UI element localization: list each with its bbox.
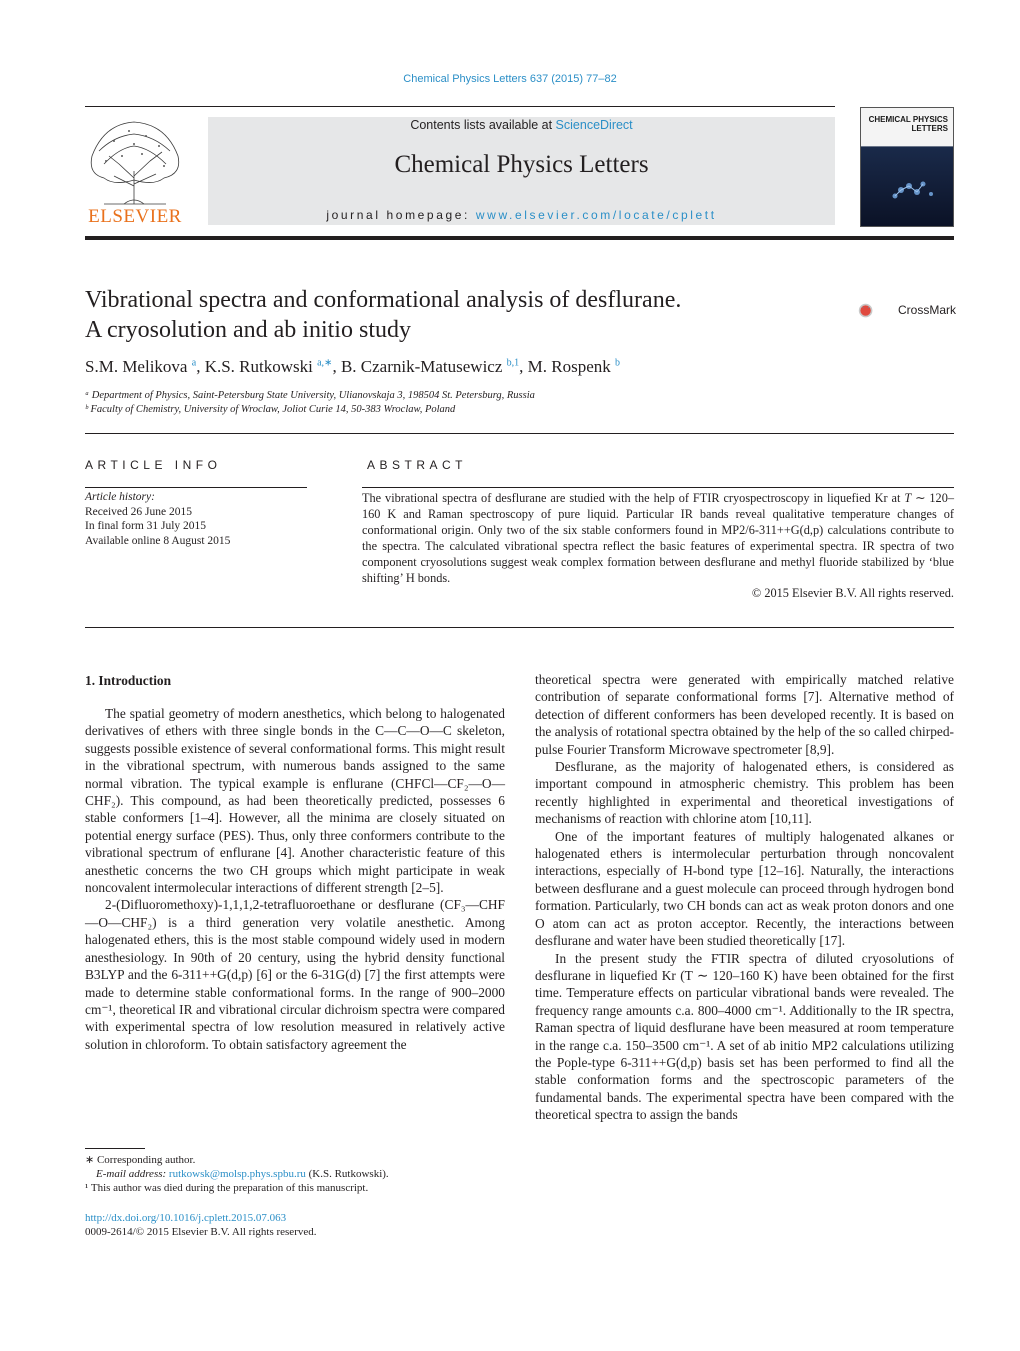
section-heading-introduction: 1. Introduction xyxy=(85,673,172,688)
paragraph: One of the important features of multiply halogenated alkanes or halogenated ethers is intermolecular perturbation through noncovalent interactions, especially of H-bond type [12–16]. Naturally, the interactions between desflurane and a guest molecule can proceed through hydrogen bond formation. Particularly, two CH bonds can act as weak proton donors and one O atom can act as proton acceptor. Recently, the interactions between desflurane and water have been studied theoretically [17]. xyxy=(535,828,954,949)
history-online: Available online 8 August 2015 xyxy=(85,534,231,547)
author-name: S.M. Melikova xyxy=(85,357,188,376)
journal-reference-link[interactable]: Chemical Physics Letters 637 (2015) 77–82 xyxy=(403,73,617,85)
homepage-prefix: journal homepage: xyxy=(326,208,476,222)
abstract-part-1: The vibrational spectra of desflurane are studied with the help of FTIR cryospectroscopy in liquefied Kr at xyxy=(362,491,905,505)
email-suffix: (K.S. Rutkowski). xyxy=(305,1168,389,1180)
abstract-text xyxy=(362,490,954,586)
author-sup[interactable]: b,1 xyxy=(506,357,520,369)
homepage-link[interactable]: www.elsevier.com/locate/cplett xyxy=(475,208,717,222)
title-line-2: A cryosolution and ab initio study xyxy=(85,317,411,343)
issn-copyright: 0009-2614/© 2015 Elsevier B.V. All rights reserved. xyxy=(85,1226,317,1238)
email-link[interactable]: rutkowsk@molsp.phys.spbu.ru xyxy=(168,1168,306,1180)
paragraph: In the present study the FTIR spectra of diluted cryosolutions of desflurane in liquefied Kr (T ∼ 120–160 K) have been obtained for the first time. Temperature effects on particular vibrational bands were revealed. The frequency range amounts c.a. 800–4000 cm⁻¹. Additionally to the IR spectra, Raman spectra of liquid desflurane have been measured at room temperature in the range c.a. 150–3500 cm⁻¹. A set of ab initio MP2 calculations utilizing the Pople-type 6-311++G(d,p) basis set has been performed to find all the stable conformation forms and the spectroscopic parameters of the fundamental bands. The experimental spectra have been compared with the theoretical spectra to assign the bands xyxy=(535,950,954,1123)
abstract-temperature-symbol: T xyxy=(904,491,912,505)
elsevier-wordmark: ELSEVIER xyxy=(88,206,182,227)
author-name: K.S. Rutkowski xyxy=(204,357,313,376)
header-top-rule xyxy=(85,106,835,107)
author-name: M. Rospenk xyxy=(527,357,611,376)
abstract-rule xyxy=(362,487,954,488)
journal-homepage xyxy=(208,208,835,222)
title-line-1: Vibrational spectra and conformational analysis of desflurane. xyxy=(85,287,682,313)
contents-prefix: Contents lists available at xyxy=(410,118,556,132)
article-history xyxy=(85,490,230,548)
footnote-deceased: ¹ This author was died during the preparation of this manuscript. xyxy=(85,1182,369,1194)
journal-name: Chemical Physics Letters xyxy=(394,151,649,178)
history-label: Article history: xyxy=(85,491,155,503)
contents-availability xyxy=(208,118,835,132)
article-title xyxy=(85,285,825,345)
paragraph: The spatial geometry of modern anesthetics, which belong to halogenated derivatives of ethers with three single bonds in the C—C—O—C skeleton, suggests possible existence of several conformational forms. This might result in the vibrational spectrum, with numerous bands assigned to the same normal vibration. The typical example is enflurane (CHFCl—CF₂—O—CHF₂). This compound, as had been theoretically predicted, possesses 6 stable conformers [1–4]. However, all the minima are closely situated on potential energy surface (PES). Thus, only three conformers contribute to the vibrational spectrum of enflurane [4]. Another characteristic feature of this anesthetic concerns the two CH groups which might participate in weak noncovalent intermolecular interactions of different strength [2–5]. xyxy=(85,706,505,896)
author-sup[interactable]: a xyxy=(191,357,197,369)
affiliation-b: ᵇ Faculty of Chemistry, University of Wroclaw, Joliot Curie 14, 50-383 Wroclaw, Poland xyxy=(85,404,456,415)
abstract-part-2: ∼ 120–160 K and Raman spectroscopy of pure liquid. Particular IR bands reveal qualitative temperature changes of conformational origin. Only two of the six stable conformers found in MP2/6-311++G(d,p) calculations contribute to the spectra. The calculated vibrational spectra reflect the basic features of experimental spectra. IR spectra of two component cryosolutions suggest weak complex formation between desflurane and methyl fluoride stabilized by ‘blue shifting’ H bonds. xyxy=(362,491,955,585)
article-info-rule xyxy=(85,487,307,488)
doi-link[interactable]: http://dx.doi.org/10.1016/j.cplett.2015.07.063 xyxy=(85,1212,287,1224)
footnote-corresponding: ∗ Corresponding author. xyxy=(85,1154,196,1166)
crossmark-label[interactable]: CrossMark xyxy=(898,303,957,317)
paragraph: Desflurane, as the majority of halogenated ethers, is considered as important compound in atmospheric chemistry. This problem has been recently highlighted in experimental and theoretical investigations of mechanisms of reaction with chlorine atom [10,11]. xyxy=(535,759,954,827)
author-sup[interactable]: b xyxy=(615,357,621,369)
author-name: B. Czarnik-Matusewicz xyxy=(340,357,503,376)
body-left-column xyxy=(85,705,505,1053)
author-sup[interactable]: a,∗ xyxy=(317,357,333,369)
article-info-heading: ARTICLE INFO xyxy=(85,458,222,472)
history-final: In final form 31 July 2015 xyxy=(85,520,207,532)
history-received: Received 26 June 2015 xyxy=(85,505,192,518)
email-label: E-mail address: xyxy=(96,1168,169,1180)
paragraph: theoretical spectra were generated with empirically matched relative contribution of separate conformational forms [7]. Alternative method of detection of different conformers has been developed recently. It is based on the analysis of rotational spectra obtained by the help of the so called chirped-pulse Fourier Transform Microwave spectrometer [8,9]. xyxy=(535,672,954,757)
paragraph: 2-(Difluoromethoxy)-1,1,1,2-tetrafluoroethane or desflurane (CF₃—CHF—O—CHF₂) is a third generation very volatile anesthetic. Among halogenated ethers, this is the most stable compound widely used in modern anesthesiology. In 90th of 20 century, using the hybrid density functional B3LYP and the 6-311++G(d,p) [6] or the 6-31G(d) [7] the first attempts were made to determine stable conformational forms. In the range of 900–2000 cm⁻¹, theoretical IR and vibrational circular dichroism spectra were compared with experimental spectra of low resolution measured in relatively active solution in chloroform. To obtain satisfactory agreement the xyxy=(85,897,505,1052)
abstract-bottom-rule xyxy=(85,627,954,628)
title-bottom-rule xyxy=(85,433,954,434)
abstract-heading: ABSTRACT xyxy=(367,458,468,472)
crossmark-icon[interactable] xyxy=(858,291,898,331)
body-right-column xyxy=(535,671,954,1124)
affiliation-a: ᵃ Department of Physics, Saint-Petersburg State University, Ulianovskaja 3, 198504 St. Petersburg, Russia xyxy=(85,390,535,401)
cover-title: CHEMICAL PHYSICS LETTERS xyxy=(868,115,948,133)
author-list: S.M. Melikova $^a$, K.S. Rutkowski $^{a,∗}$, B. Czarnik-Matusewicz $^{b,1}$, M. Rospenk $^b$ xyxy=(85,357,621,376)
abstract-copyright: © 2015 Elsevier B.V. All rights reserved. xyxy=(751,586,954,600)
footnote-rule xyxy=(85,1148,145,1149)
sciencedirect-link[interactable]: ScienceDirect xyxy=(555,118,633,132)
header-thick-rule xyxy=(85,236,954,240)
footnote-email xyxy=(85,1168,505,1180)
